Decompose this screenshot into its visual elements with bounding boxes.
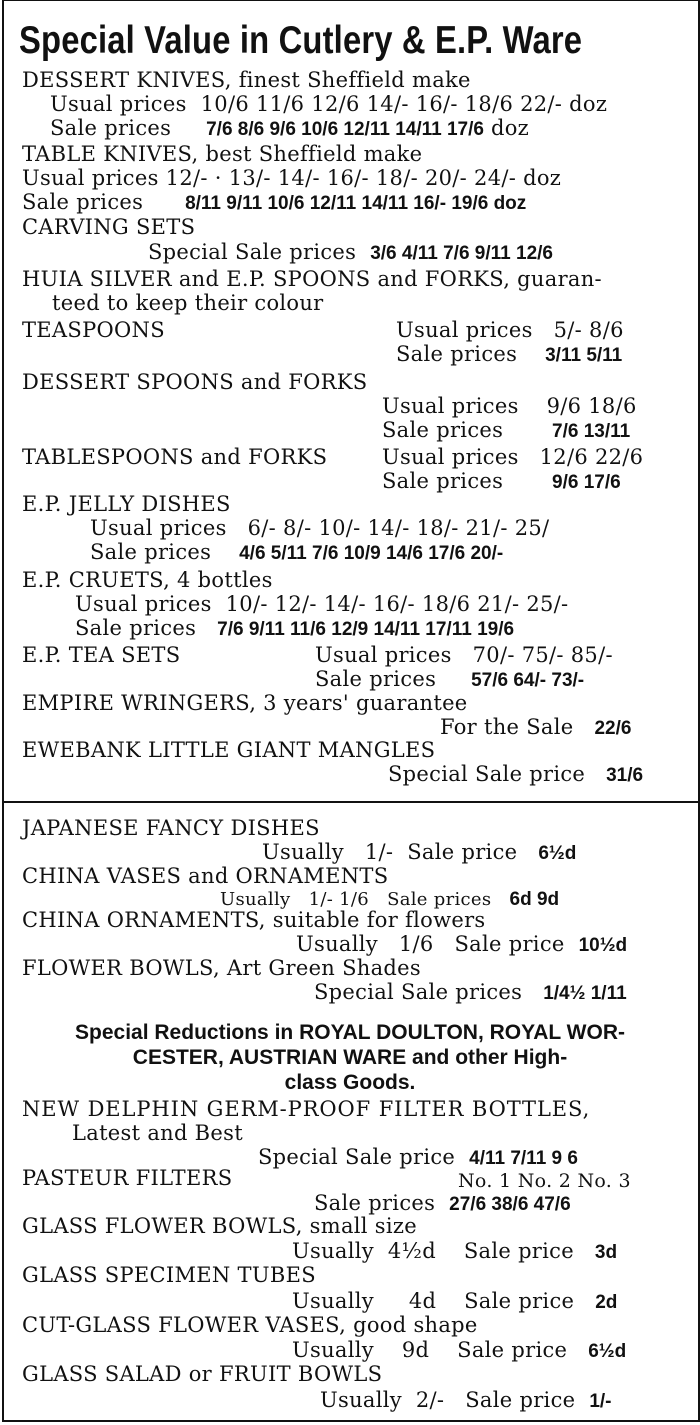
china-vases-prices: Usually 1/- 1/6 Sale prices 6d 9d	[220, 889, 560, 910]
delphin-desc: Latest and Best	[72, 1121, 243, 1145]
reductions-heading-1: Special Reductions in ROYAL DOULTON, ROYAL WOR-	[75, 1021, 625, 1044]
china-ornaments-name: CHINA ORNAMENTS, suitable for flowers	[22, 908, 486, 932]
page-title: Special Value in Cutlery & E.P. Ware	[19, 19, 583, 62]
china-vases-name: CHINA VASES and ORNAMENTS	[22, 864, 389, 888]
jelly-dishes-usual: Usual prices 6/- 8/- 10/- 14/- 18/- 21/- 25/	[90, 516, 550, 540]
table-knives-sale: Sale prices 8/11 9/11 10/6 12/11 14/11 16/- 19/6 doz	[22, 190, 527, 214]
japanese-dishes-name: JAPANESE FANCY DISHES	[22, 816, 320, 840]
wringers-sale: For the Sale 22/6	[440, 715, 632, 739]
table-knives-name: TABLE KNIVES, best Sheffield make	[22, 142, 423, 166]
carving-sets-name: CARVING SETS	[22, 215, 196, 239]
tea-sets-name: E.P. TEA SETS	[22, 643, 181, 667]
tea-sets-sale: Sale prices 57/6 64/- 73/-	[315, 667, 585, 691]
dessert-knives-name: DESSERT KNIVES, finest Sheffield make	[22, 68, 471, 92]
tablespoons-name: TABLESPOONS and FORKS	[22, 445, 328, 469]
delphin-name: NEW DELPHIN GERM-PROOF FILTER BOTTLES,	[22, 1097, 591, 1121]
pasteur-name: PASTEUR FILTERS	[22, 1166, 233, 1190]
cut-glass-vases-prices: Usually 9d Sale price 6½d	[292, 1338, 627, 1362]
glass-bowls-prices: Usually 4½d Sale price 3d	[292, 1239, 618, 1263]
salad-bowls-prices: Usually 2/- Sale price 1/-	[320, 1388, 612, 1412]
china-ornaments-prices: Usually 1/6 Sale price 10½d	[296, 932, 628, 956]
specimen-tubes-name: GLASS SPECIMEN TUBES	[22, 1263, 316, 1287]
dessert-spoons-usual: Usual prices 9/6 18/6	[382, 394, 637, 418]
teaspoons-sale: Sale prices 3/11 5/11	[396, 342, 623, 366]
tablespoons-sale: Sale prices 9/6 17/6	[382, 469, 621, 493]
huia-heading-1: HUIA SILVER and E.P. SPOONS and FORKS, guaran-	[22, 267, 602, 291]
flower-bowls-prices: Special Sale prices 1/4½ 1/11	[314, 980, 627, 1004]
dessert-knives-usual: Usual prices 10/6 11/6 12/6 14/- 16/- 18/6 22/- doz	[50, 92, 608, 116]
mangles-sale: Special Sale price 31/6	[388, 762, 644, 786]
pasteur-numbers: No. 1 No. 2 No. 3	[458, 1170, 631, 1192]
dessert-spoons-sale: Sale prices 7/6 13/11	[382, 418, 631, 442]
salad-bowls-name: GLASS SALAD or FRUIT BOWLS	[22, 1362, 383, 1386]
cruets-name: E.P. CRUETS, 4 bottles	[22, 568, 273, 592]
cruets-usual: Usual prices 10/- 12/- 14/- 16/- 18/6 21/- 25/-	[75, 592, 569, 616]
reductions-heading-2: CESTER, AUSTRIAN WARE and other High-	[132, 1046, 568, 1069]
cut-glass-vases-name: CUT-GLASS FLOWER VASES, good shape	[22, 1313, 478, 1337]
delphin-prices: Special Sale price 4/11 7/11 9 6	[258, 1145, 578, 1169]
tea-sets-usual: Usual prices 70/- 75/- 85/-	[315, 643, 613, 667]
flower-bowls-name: FLOWER BOWLS, Art Green Shades	[22, 956, 421, 980]
jelly-dishes-sale: Sale prices 4/6 5/11 7/6 10/9 14/6 17/6 20/-	[90, 540, 504, 564]
japanese-dishes-prices: Usually 1/- Sale price 6½d	[262, 840, 577, 864]
carving-sets-sale: Special Sale prices 3/6 4/11 7/6 9/11 12/6	[148, 240, 553, 264]
reductions-heading-3: class Goods.	[284, 1071, 416, 1094]
dessert-spoons-name: DESSERT SPOONS and FORKS	[22, 370, 368, 394]
glass-bowls-name: GLASS FLOWER BOWLS, small size	[22, 1214, 417, 1238]
huia-heading-2: teed to keep their colour	[52, 291, 324, 315]
tablespoons-usual: Usual prices 12/6 22/6	[382, 445, 644, 469]
jelly-dishes-name: E.P. JELLY DISHES	[22, 492, 231, 516]
mangles-name: EWEBANK LITTLE GIANT MANGLES	[22, 738, 436, 762]
pasteur-prices: Sale prices 27/6 38/6 47/6	[314, 1191, 571, 1215]
teaspoons-name: TEASPOONS	[22, 318, 165, 342]
wringers-name: EMPIRE WRINGERS, 3 years' guarantee	[22, 691, 468, 715]
table-knives-usual: Usual prices 12/- · 13/- 14/- 16/- 18/- 20/- 24/- doz	[22, 166, 562, 190]
cruets-sale: Sale prices 7/6 9/11 11/6 12/9 14/11 17/11 19/6	[75, 616, 515, 640]
teaspoons-usual: Usual prices 5/- 8/6	[396, 318, 624, 342]
dessert-knives-sale: Sale prices 7/6 8/6 9/6 10/6 12/11 14/11 17/6 doz	[50, 116, 530, 140]
specimen-tubes-prices: Usually 4d Sale price 2d	[292, 1289, 618, 1313]
